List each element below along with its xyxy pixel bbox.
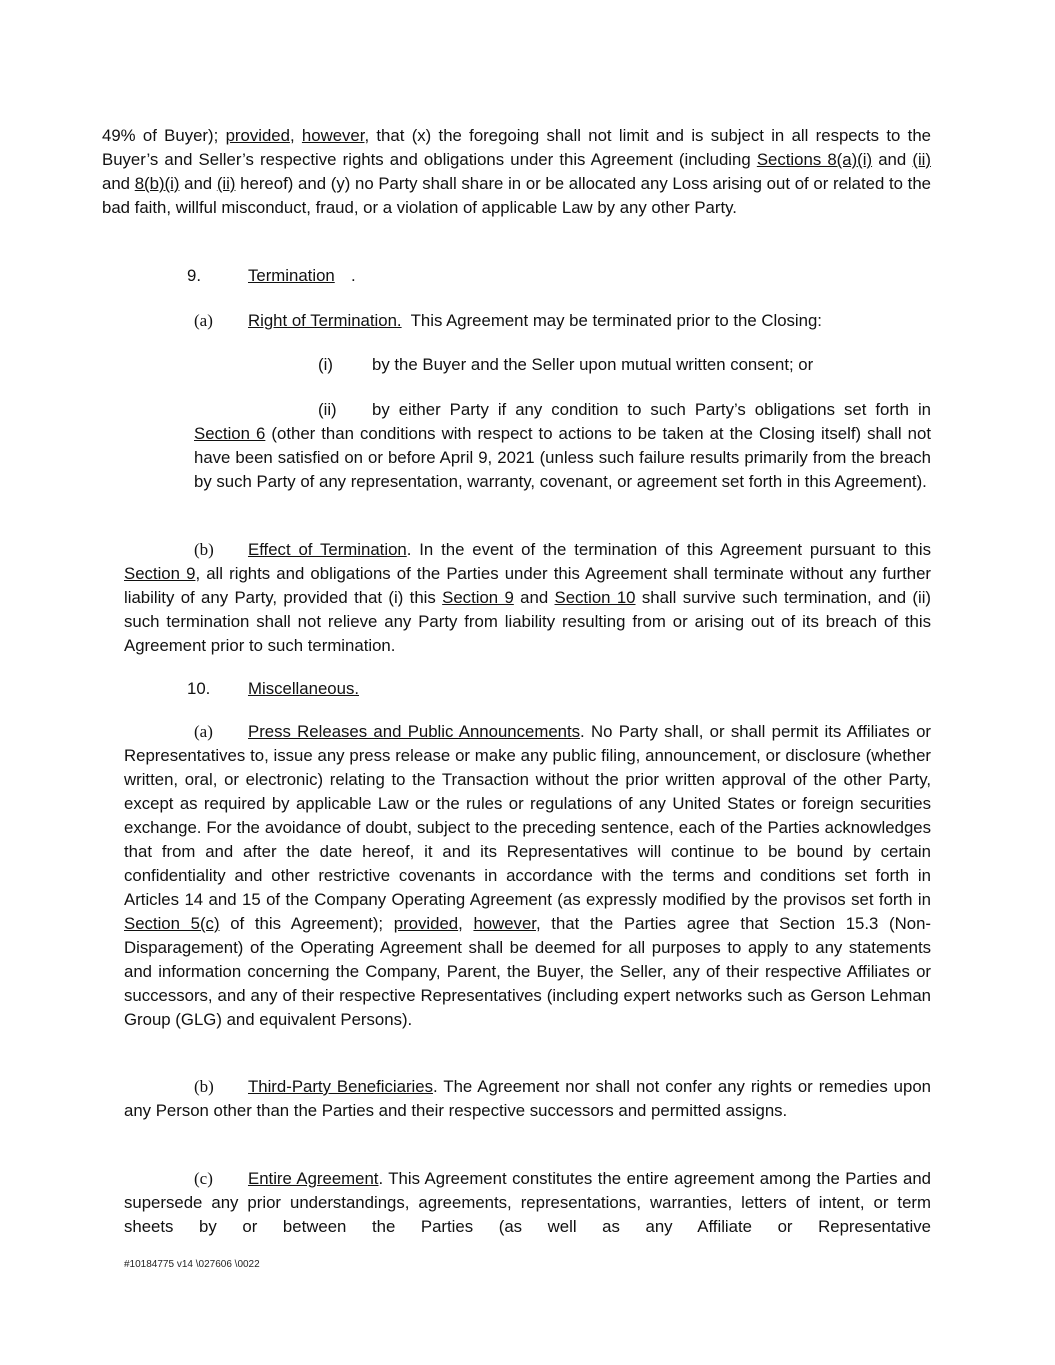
clause-label: (b) (194, 1077, 214, 1096)
provided-term: provided (225, 126, 290, 145)
text: , that the Parties agree that Section 15.3 (Non-Disparagement) of the Operating Agreement shall be deemed for all purposes to apply to any statements and information concerning the Company, Parent, the Buyer, the Seller, any of their respective Affiliates or successors, and any of their respective Representatives (including expert networks such as Gerson Lehman Group (GLG) and equivalent Persons). (124, 914, 931, 1029)
section-ref: Section 9 (442, 588, 514, 607)
clause-label: (b) (194, 540, 214, 559)
section-10c (124, 1167, 931, 1239)
text: . This Agreement constitutes the entire agreement among the Parties and supersede any prior understandings, agreements, representations, warranties, letters of intent, or term sheets by or between the Parties (as well as any Affiliate or Representative (124, 1169, 931, 1236)
section-ref: (ii) (216, 174, 236, 193)
clause-label: (c) (194, 1169, 213, 1188)
text: (other than conditions with respect to actions to be taken at the Closing itself) shall not have been satisfied on or before April 9, 2021 (unless such failure results primarily from the breach by such Party of any representation, warranty, covenant, or agreement set forth in this Agreement). (194, 424, 932, 491)
however-term: however (473, 914, 536, 933)
section-9a-i (318, 353, 814, 377)
text: of this Agreement); (219, 914, 394, 933)
text: , that (x) the foregoing shall not limit and is subject in all respects to the Buyer’s and Seller’s respective rights and obligations under this Agreement (including (102, 126, 931, 169)
section-ref: Section 10 (554, 588, 636, 607)
text: , all rights and obligations of the Parties under this Agreement shall terminate without any further liability of any Party, provided that (i) this (124, 564, 931, 607)
text: . No Party shall, or shall permit its Affiliates or Representatives to, issue any press release or make any public filing, announcement, or disclosure (whether written, oral, or electronic) relating to the Transaction without the prior written approval of the other Party, except as required by applicable Law or the rules or regulations of any United States or foreign securities exchange. For the avoidance of doubt, subject to the preceding sentence, each of the Parties acknowledges that from and after the date hereof, it and its Representatives will continue to be bound by certain confidentiality and other restrictive covenants in accordance with the terms and conditions set forth in Articles 14 and 15 of the Company Operating Agreement (as expressly modified by the provisos set forth in (124, 722, 931, 909)
text: shall survive such termination, and (ii) such termination shall not relieve any Party from liability resulting from or arising out of its breach of this Agreement prior to such termination. (124, 588, 932, 655)
section-ref: Section 6 (194, 424, 266, 443)
text: by the Buyer and the Seller upon mutual written consent; or (372, 355, 814, 374)
section-10b (124, 1075, 931, 1123)
section-10-heading (187, 677, 359, 701)
text: and (513, 588, 555, 607)
text: , (458, 914, 474, 933)
clause-title: Right of Termination. (248, 311, 402, 330)
text: . The Agreement nor shall not confer any rights or remedies upon any Person other than the Parties and their respective successors and permitted assigns. (124, 1077, 931, 1120)
text: and (872, 150, 913, 169)
text: . In the event of the termination of this Agreement pursuant to this (406, 540, 931, 559)
text: This Agreement may be terminated prior to the Closing: (401, 311, 822, 330)
section-9a (194, 309, 931, 333)
text: and (102, 174, 135, 193)
text: by either Party if any condition to such Party’s obligations set forth in (372, 400, 931, 419)
clause-title: Third-Party Beneficiaries (248, 1077, 434, 1096)
section-title: Miscellaneous. (248, 679, 359, 698)
section-9b (124, 538, 931, 658)
section-9-heading (187, 264, 356, 288)
text: 49% of Buyer); (102, 126, 226, 145)
clause-title: Press Releases and Public Announcements (248, 722, 581, 741)
provided-term: provided (393, 914, 459, 933)
section-ref: (ii) (912, 150, 931, 169)
clause-title: Entire Agreement (248, 1169, 379, 1188)
section-title: Termination (248, 266, 335, 285)
text: and (179, 174, 217, 193)
section-ref: 8(b)(i) (134, 174, 180, 193)
paragraph-continuation (102, 124, 931, 220)
section-number: 9. (187, 266, 201, 285)
section-ref: Section 5(c) (124, 914, 220, 933)
section-9a-ii (194, 398, 931, 494)
text: , (289, 126, 302, 145)
clause-label: (i) (318, 355, 333, 374)
section-number: 10. (187, 679, 211, 698)
however-term: however (301, 126, 365, 145)
document-footer-id: #10184775 v14 \027606 \0022 (124, 1259, 260, 1270)
clause-label: (a) (194, 311, 213, 330)
clause-label: (a) (194, 722, 213, 741)
clause-title: Effect of Termination (248, 540, 407, 559)
section-10a (124, 720, 931, 1032)
clause-label: (ii) (318, 400, 337, 419)
text: . (351, 266, 356, 285)
text: hereof) and (y) no Party shall share in or be allocated any Loss arising out of or related to the bad faith, willful misconduct, fraud, or a violation of applicable Law by any other Party. (102, 174, 932, 217)
section-ref: Section 9 (124, 564, 196, 583)
section-ref: Sections 8(a)(i) (756, 150, 873, 169)
